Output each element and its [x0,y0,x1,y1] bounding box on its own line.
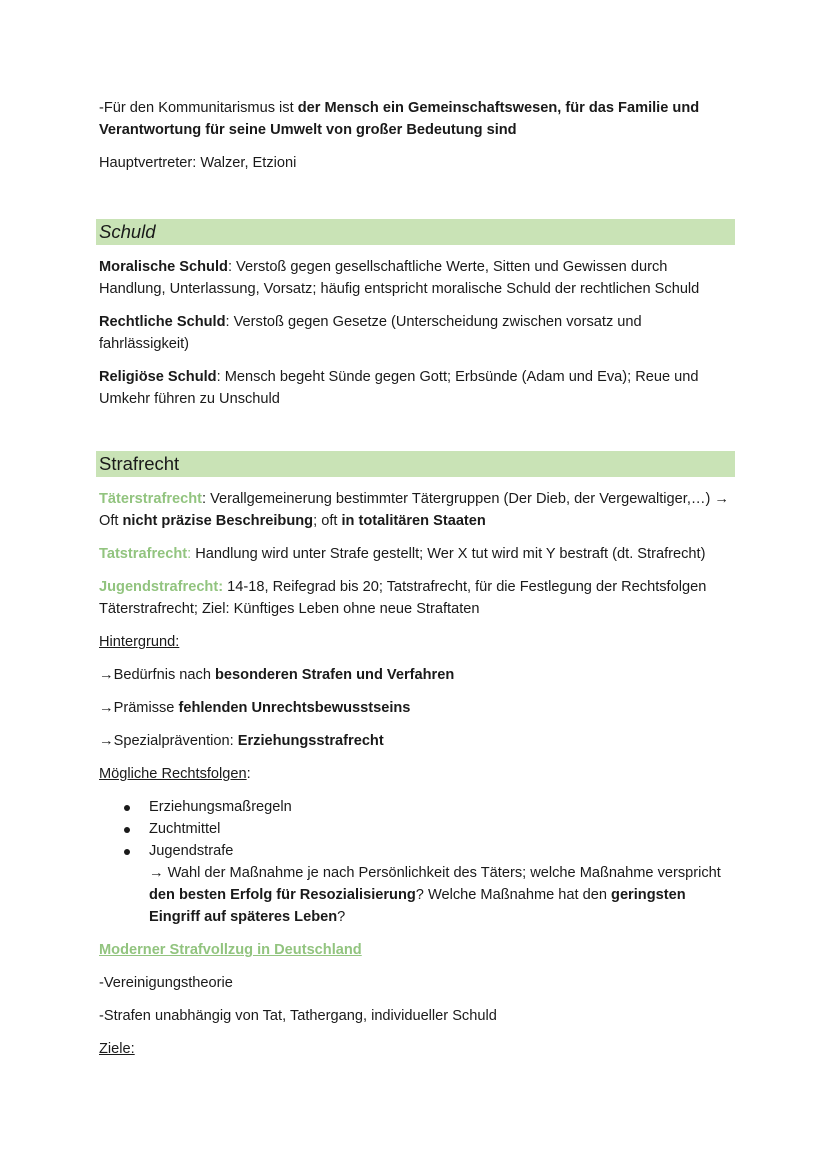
vertreter-line: Hauptvertreter: Walzer, Etzioni [99,155,297,171]
rechtsfolgen-label: Mögliche Rechtsfolgen: [99,766,251,782]
vollzug-line: -Vereinigungstheorie [99,975,233,991]
strafrecht-heading: Strafrecht [96,451,735,477]
bullet-icon [124,805,130,811]
hintergrund-label: Hintergrund: [99,634,180,650]
arrow-right-icon: → [149,865,164,881]
religioese-schuld-term: Religiöse Schuld [99,369,217,385]
rechtliche-schuld-paragraph: Rechtliche Schuld: Verstoß gegen Gesetze (Unterscheidung zwischen vorsatz und fahrlässigkeit) [99,314,642,352]
intro-text: -Für den Kommunitarismus ist [99,100,298,116]
hintergrund-item: →Spezialprävention: Erziehungsstrafrecht [99,733,384,749]
ziele-label: Ziele: [99,1041,135,1057]
rechtsfolgen-list [99,796,735,928]
document-content [99,97,735,1060]
hintergrund-item: →Bedürfnis nach besonderen Strafen und Verfahren [99,667,455,683]
bullet-icon [124,849,130,855]
arrow-right-icon: → [714,491,729,507]
jugendstrafrecht-paragraph: Jugendstrafrecht: 14-18, Reifegrad bis 20; Tatstrafrecht, für die Festlegung der Rechtsfolgen Täterstrafrecht; Ziel: Künftiges Leben ohne neue Straftaten [99,579,707,617]
intro-paragraph [99,97,735,141]
tatstrafrecht-term: Tatstrafrecht [99,546,188,562]
moralische-schuld-paragraph: Moralische Schuld: Verstoß gegen gesellschaftliche Werte, Sitten und Gewissen durch Handlung, Unterlassung, Vorsatz; häufig entspricht moralische Schuld der rechtlichen Schuld [99,259,700,297]
moralische-schuld-term: Moralische Schuld [99,259,228,275]
list-item: Zuchtmittel [99,818,735,840]
vollzug-line: -Strafen unabhängig von Tat, Tathergang, individueller Schuld [99,1008,497,1024]
tatstrafrecht-paragraph: Tatstrafrecht: Handlung wird unter Strafe gestellt; Wer X tut wird mit Y bestraft (dt. Strafrecht) [99,546,706,562]
taeterstrafrecht-paragraph: Täterstrafrecht: Verallgemeinerung bestimmter Tätergruppen (Der Dieb, der Vergewaltiger,…) → Oft nicht präzise Beschreibung; oft in totalitären Staaten [99,491,729,529]
hintergrund-item: →Prämisse fehlenden Unrechtsbewusstseins [99,700,411,716]
religioese-schuld-paragraph: Religiöse Schuld: Mensch begeht Sünde gegen Gott; Erbsünde (Adam und Eva); Reue und Umkehr führen zu Unschuld [99,369,699,407]
strafvollzug-heading: Moderner Strafvollzug in Deutschland [99,942,362,958]
arrow-right-icon: → [99,700,114,716]
arrow-right-icon: → [99,667,114,683]
rechtliche-schuld-term: Rechtliche Schuld [99,314,226,330]
taeterstrafrecht-term: Täterstrafrecht [99,491,203,507]
arrow-right-icon: → [99,733,114,749]
schuld-heading: Schuld [96,219,735,245]
list-item: Jugendstrafe → Wahl der Maßnahme je nach Persönlichkeit des Täters; welche Maßnahme verspricht den besten Erfolg für Resozialisierung? Welche Maßnahme hat den geringsten Eingriff auf späteres Leben? [99,840,735,928]
list-item: Erziehungsmaßregeln [99,796,735,818]
bullet-icon [124,827,130,833]
jugendstrafrecht-term: Jugendstrafrecht [99,579,219,595]
intro-bold-text: der Mensch ein Gemeinschaftswesen, für das Familie und Verantwortung für seine Umwelt von großer Bedeutung sind [99,100,700,138]
